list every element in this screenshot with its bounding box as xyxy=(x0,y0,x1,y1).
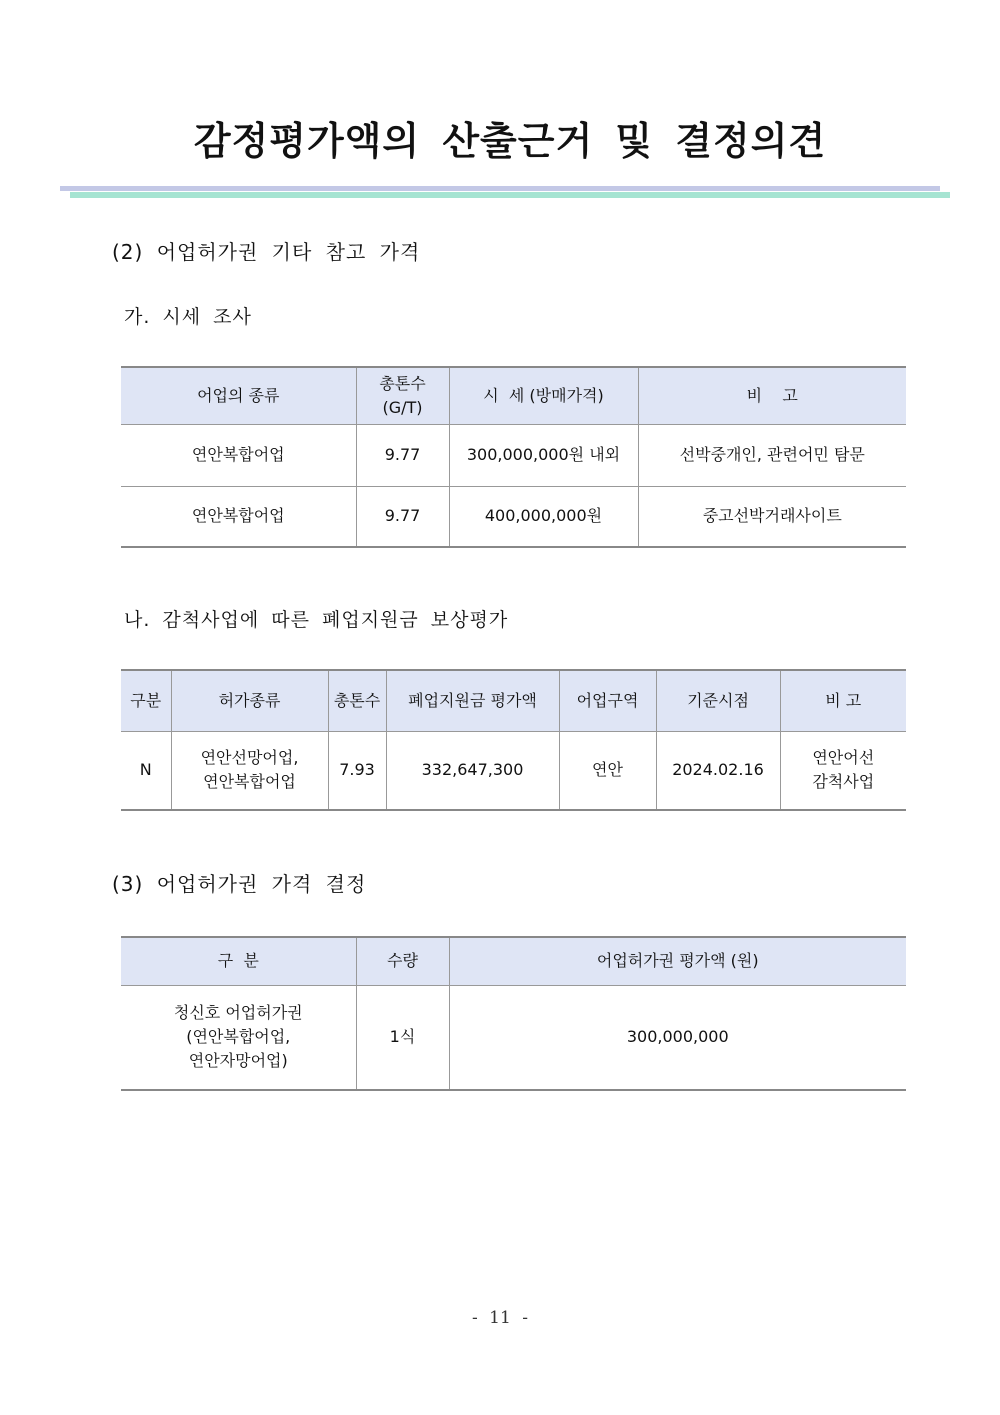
table-cell: 연안선망어업, 연안복합어업 xyxy=(171,731,328,810)
table-cell: 7.93 xyxy=(328,731,386,810)
title-underline-top xyxy=(60,186,940,191)
section-2-heading: (2) 어업허가권 기타 참고 가격 xyxy=(112,240,421,264)
table-cell: 연안 xyxy=(559,731,656,810)
table-cell: 2024.02.16 xyxy=(656,731,780,810)
page-number: - 11 - xyxy=(472,1308,528,1328)
table-cell: 청신호 어업허가권 (연안복합어업, 연안자망어업) xyxy=(121,985,356,1090)
header-cell: 허가종류 xyxy=(171,670,328,731)
header-cell: 기준시점 xyxy=(656,670,780,731)
table-row xyxy=(121,486,906,547)
header-cell: 어업허가권 평가액 (원) xyxy=(449,937,906,985)
section-2a-heading: 가. 시세 조사 xyxy=(124,306,252,328)
header-cell: 비 고 xyxy=(780,670,906,731)
header-cell: 시 세 (방매가격) xyxy=(449,367,638,424)
table-cell: 연안복합어업 xyxy=(121,424,356,486)
table-row xyxy=(121,424,906,486)
header-cell: 총톤수 xyxy=(328,670,386,731)
table-cell: 연안복합어업 xyxy=(121,486,356,547)
table-cell: 332,647,300 xyxy=(386,731,559,810)
header-cell: 총톤수 (G/T) xyxy=(356,367,449,424)
table-row xyxy=(121,985,906,1090)
header-cell: 폐업지원금 평가액 xyxy=(386,670,559,731)
table-cell: 1식 xyxy=(356,985,449,1090)
table-cell: 선박중개인, 관련어민 탐문 xyxy=(638,424,906,486)
table-row xyxy=(121,731,906,810)
header-cell: 수량 xyxy=(356,937,449,985)
table-cell: 400,000,000원 xyxy=(449,486,638,547)
header-cell: 어업구역 xyxy=(559,670,656,731)
section-3-heading: (3) 어업허가권 가격 결정 xyxy=(112,872,367,896)
header-cell: 어업의 종류 xyxy=(121,367,356,424)
title-underline-bottom xyxy=(70,192,950,198)
closure-compensation-table xyxy=(121,669,906,811)
table-cell: N xyxy=(121,731,171,810)
table-header-row xyxy=(121,367,906,424)
table-header-row xyxy=(121,670,906,731)
table-cell: 9.77 xyxy=(356,486,449,547)
section-2b-heading: 나. 감척사업에 따른 폐업지원금 보상평가 xyxy=(124,609,509,631)
market-price-table xyxy=(121,366,906,548)
page-title: 감정평가액의 산출근거 및 결정의견 xyxy=(193,119,827,163)
table-cell: 300,000,000원 내외 xyxy=(449,424,638,486)
table-cell: 연안어선 감척사업 xyxy=(780,731,906,810)
table-cell: 9.77 xyxy=(356,424,449,486)
table-cell: 300,000,000 xyxy=(449,985,906,1090)
table-header-row xyxy=(121,937,906,985)
header-cell: 비 고 xyxy=(638,367,906,424)
table-cell: 중고선박거래사이트 xyxy=(638,486,906,547)
price-decision-table xyxy=(121,936,906,1091)
header-cell: 구분 xyxy=(121,670,171,731)
header-cell: 구 분 xyxy=(121,937,356,985)
